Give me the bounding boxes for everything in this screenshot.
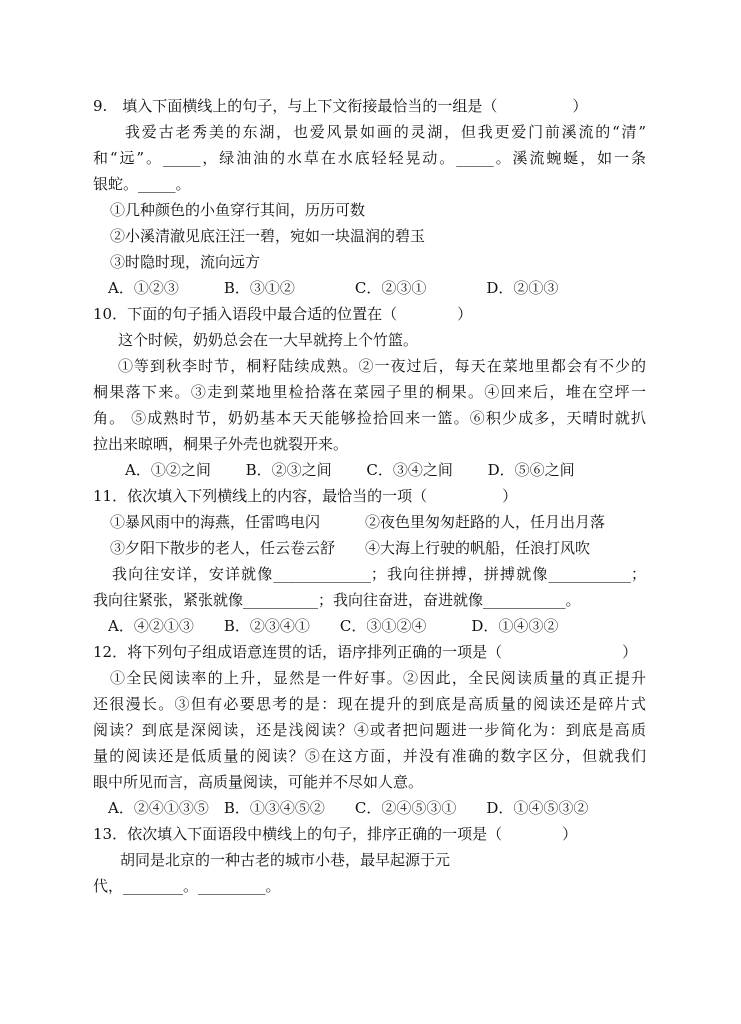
q11-items-line-1: ①暴风雨中的海燕，任雷鸣电闪 ②夜色里匆匆赶路的人，任月出月落 — [110, 513, 606, 531]
q12-passage-line-2: 还很漫长。③但有必要思考的是：现在提升的到底是高质量的阅读还是碎片式 — [93, 695, 646, 713]
q10-passage-line-1: ①等到秋李时节，桐籽陆续成熟。②一夜过后，每天在菜地里都会有不少的 — [118, 357, 646, 375]
q13-passage-line-2: 代，________。_________。 — [93, 877, 281, 895]
q9-passage-line-3: 银蛇。_____。 — [93, 175, 191, 193]
q11-blank-line-1: 我向往安详，安详就像_____________；我向往拼搏，拼搏就像___________； — [112, 565, 646, 583]
q12-passage-line-1: ①全民阅读率的上升，显然是一件好事。②因此，全民阅读质量的真正提升 — [110, 669, 646, 687]
q12-passage-line-4: 量的阅读还是低质量的阅读？⑤在这方面，并没有准确的数字区分，但就我们 — [93, 747, 646, 765]
q12-passage-line-5: 眼中所见而言，高质量阅读，可能并不尽如人意。 — [93, 773, 424, 791]
q11-items-line-2: ③夕阳下散步的老人，任云卷云舒 ④大海上行驶的帆船，任浪打风吹 — [110, 539, 591, 557]
q9-passage-line-2: 和“远”。_____，绿油油的水草在水底轻轻晃动。_____。溪流蜿蜒，如一条 — [93, 149, 646, 167]
q13-passage-line-1: 胡同是北京的一种古老的城市小巷，最早起源于元 — [120, 851, 451, 869]
q12-stem: 12．将下列句子组成语意连贯的话，语序排列正确的一项是（ ） — [93, 643, 638, 661]
q10-passage-line-2: 桐果落下来。③走到菜地里检拾落在菜园子里的桐果。④回来后，堆在空坪一 — [93, 383, 646, 401]
q10-choices: A．①②之间 B．②③之间 C．③④之间 D．⑤⑥之间 — [125, 461, 575, 479]
q12-passage-line-3: 阅读？到底是深阅读，还是浅阅读？④或者把问题进一步简化为：到底是高质 — [93, 721, 646, 739]
q10-passage-line-3: 角。 ⑤成熟时节，奶奶基本天天能够捡拾回来一篮。⑥积少成多，天晴时就扒 — [93, 409, 646, 427]
q9-sentence-3: ③时隐时现，流向远方 — [110, 253, 261, 271]
q11-blank-line-2: 我向往紧张，紧张就像__________；我向往奋进，奋进就像___________。 — [93, 591, 581, 609]
q10-insert-sentence: 这个时候，奶奶总会在一大早就挎上个竹篮。 — [118, 331, 419, 349]
q10-stem: 10．下面的句子插入语段中最合适的位置在（ ） — [93, 305, 473, 323]
q9-stem: 9. 填入下面横线上的句子，与上下文衔接最恰当的一组是（ ） — [93, 97, 588, 115]
q9-passage-line-1: 我爱古老秀美的东湖，也爱风景如画的灵湖，但我更爱门前溪流的“清” — [125, 123, 646, 141]
q9-sentence-2: ②小溪清澈见底汪汪一碧，宛如一块温润的碧玉 — [110, 227, 426, 245]
q12-choices: A．②④①③⑤ B．①③④⑤② C．②④⑤③① D．①④⑤③② — [108, 799, 589, 817]
q10-passage-line-4: 拉出来晾晒，桐果子外壳也就裂开来。 — [93, 435, 349, 453]
q13-stem: 13．依次填入下面语段中横线上的句子，排序正确的一项是（ ） — [93, 825, 578, 843]
q11-stem: 11．依次填入下列横线上的内容，最恰当的一项（ ） — [93, 487, 518, 505]
q9-sentence-1: ①几种颜色的小鱼穿行其间，历历可数 — [110, 201, 366, 219]
q9-choices: A．①②③ B．③①② C．②③① D．②①③ — [108, 279, 559, 297]
q11-choices: A．④②①③ B．②③④① C．③①②④ D．①④③② — [108, 617, 559, 635]
